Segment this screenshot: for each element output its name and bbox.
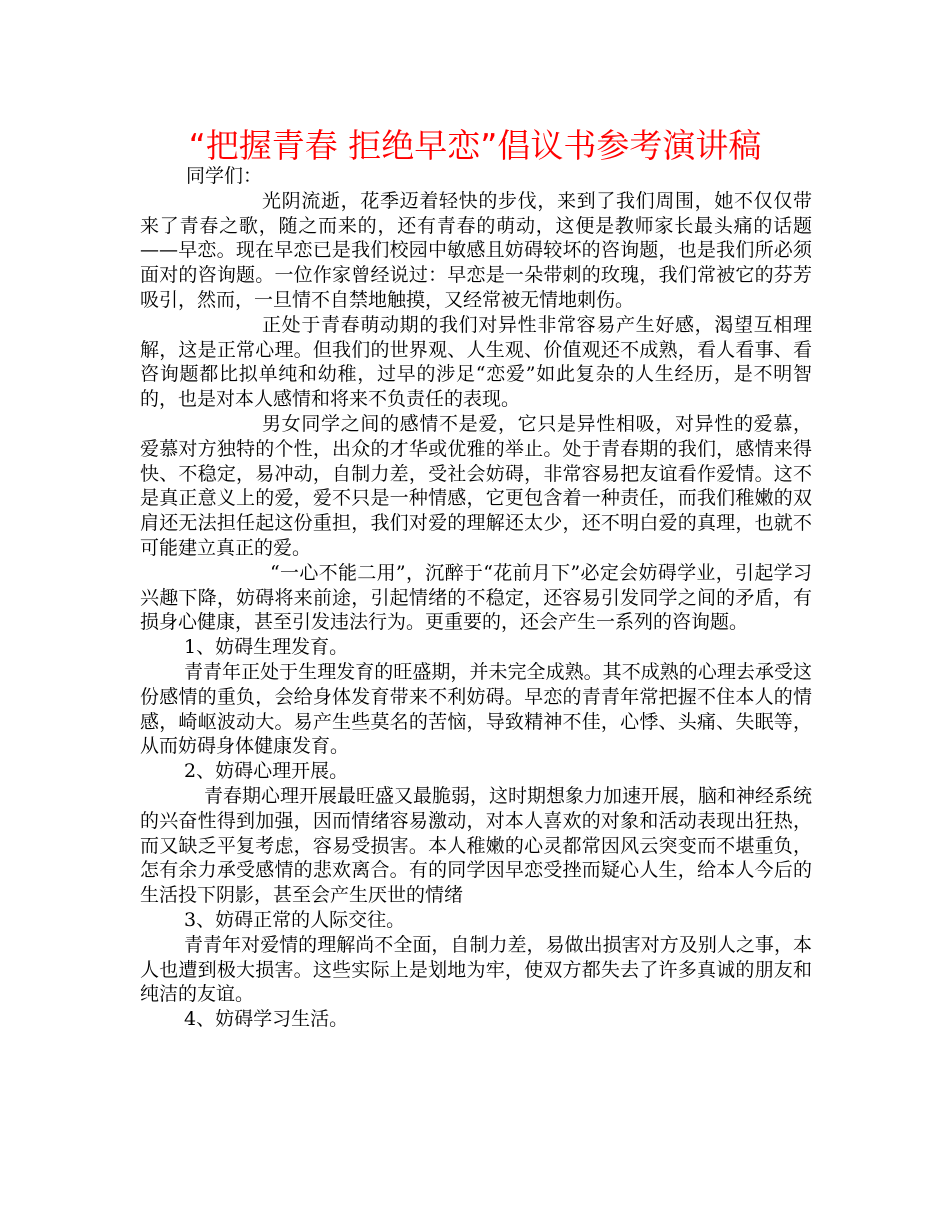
paragraph: 青青年正处于生理发育的旺盛期，并未完全成熟。其不成熟的心理去承受这份感情的重负，会给身体发育带来不利妨碍。早恋的青青年常把握不住本人的情感，崎岖波动大。易产生些莫名的苦恼，导致精神不佳，心悸、头痛、失眠等，从而妨碍身体健康发育。 xyxy=(140,660,812,758)
paragraph: 男女同学之间的感情不是爱，它只是异性相吸，对异性的爱慕，爱慕对方独特的个性，出众的才华或优雅的举止。处于青春期的我们，感情来得快、不稳定，易冲动，自制力差，受社会妨碍，非常容易把友谊看作爱情。这不是真正意义上的爱，爱不只是一种情感，它更包含着一种责任，而我们稚嫩的双肩还无法担任起这份重担，我们对爱的理解还太少，还不明白爱的真理，也就不可能建立真正的爱。 xyxy=(140,412,812,559)
paragraph: 青春期心理开展最旺盛又最脆弱，这时期想象力加速开展，脑和神经系统的兴奋性得到加强，因而情绪容易激动，对本人喜欢的对象和活动表现出狂热，而又缺乏平复考虑，容易受损害。本人稚嫩的心灵都常因风云突变而不堪重负，怎有余力承受感情的悲欢离合。有的同学因早恋受挫而疑心人生，给本人今后的生活投下阴影，甚至会产生厌世的情绪 xyxy=(140,784,813,907)
document-title: “把握青春 拒绝早恋”倡议书参考演讲稿 xyxy=(188,126,762,165)
paragraph: 青青年对爱情的理解尚不全面，自制力差，易做出损害对方及别人之事，本人也遭到极大损害。这些实际上是划地为牢，使双方都失去了许多真诚的朋友和纯洁的友谊。 xyxy=(140,933,812,1006)
section-heading: 3、妨碍正常的人际交往。 xyxy=(184,908,406,931)
paragraph: 光阴流逝，花季迈着轻快的步伐，来到了我们周围，她不仅仅带来了青春之歌，随之而来的，还有青春的萌动，这便是教师家长最头痛的话题——早恋。现在早恋已是我们校园中敏感且妨碍较坏的咨询题，也是我们所必须面对的咨询题。一位作家曾经说过：早恋是一朵带刺的玫瑰，我们常被它的芬芳吸引，然而，一旦情不自禁地触摸，又经常被无情地刺伤。 xyxy=(140,189,812,311)
section-heading: 2、妨碍心理开展。 xyxy=(184,760,349,783)
document-body xyxy=(140,164,812,1032)
greeting: 同学们： xyxy=(186,165,263,187)
section-heading: 4、妨碍学习生活。 xyxy=(184,1008,349,1031)
section-heading: 1、妨碍生理发育。 xyxy=(184,636,349,659)
paragraph: 正处于青春萌动期的我们对异性非常容易产生好感，渴望互相理解，这是正常心理。但我们的世界观、人生观、价值观还不成熟，看人看事、看咨询题都比拟单纯和幼稚，过早的涉足“恋爱”如此复杂的人生经历，是不明智的，也是对本人感情和将来不负责任的表现。 xyxy=(140,313,812,411)
paragraph: “一心不能二用”，沉醉于“花前月下”必定会妨碍学业，引起学习兴趣下降，妨碍将来前途，引起情绪的不稳定，还容易引发同学之间的矛盾，有损身心健康，甚至引发违法行为。更重要的，还会产生一系列的咨询题。 xyxy=(140,561,812,634)
